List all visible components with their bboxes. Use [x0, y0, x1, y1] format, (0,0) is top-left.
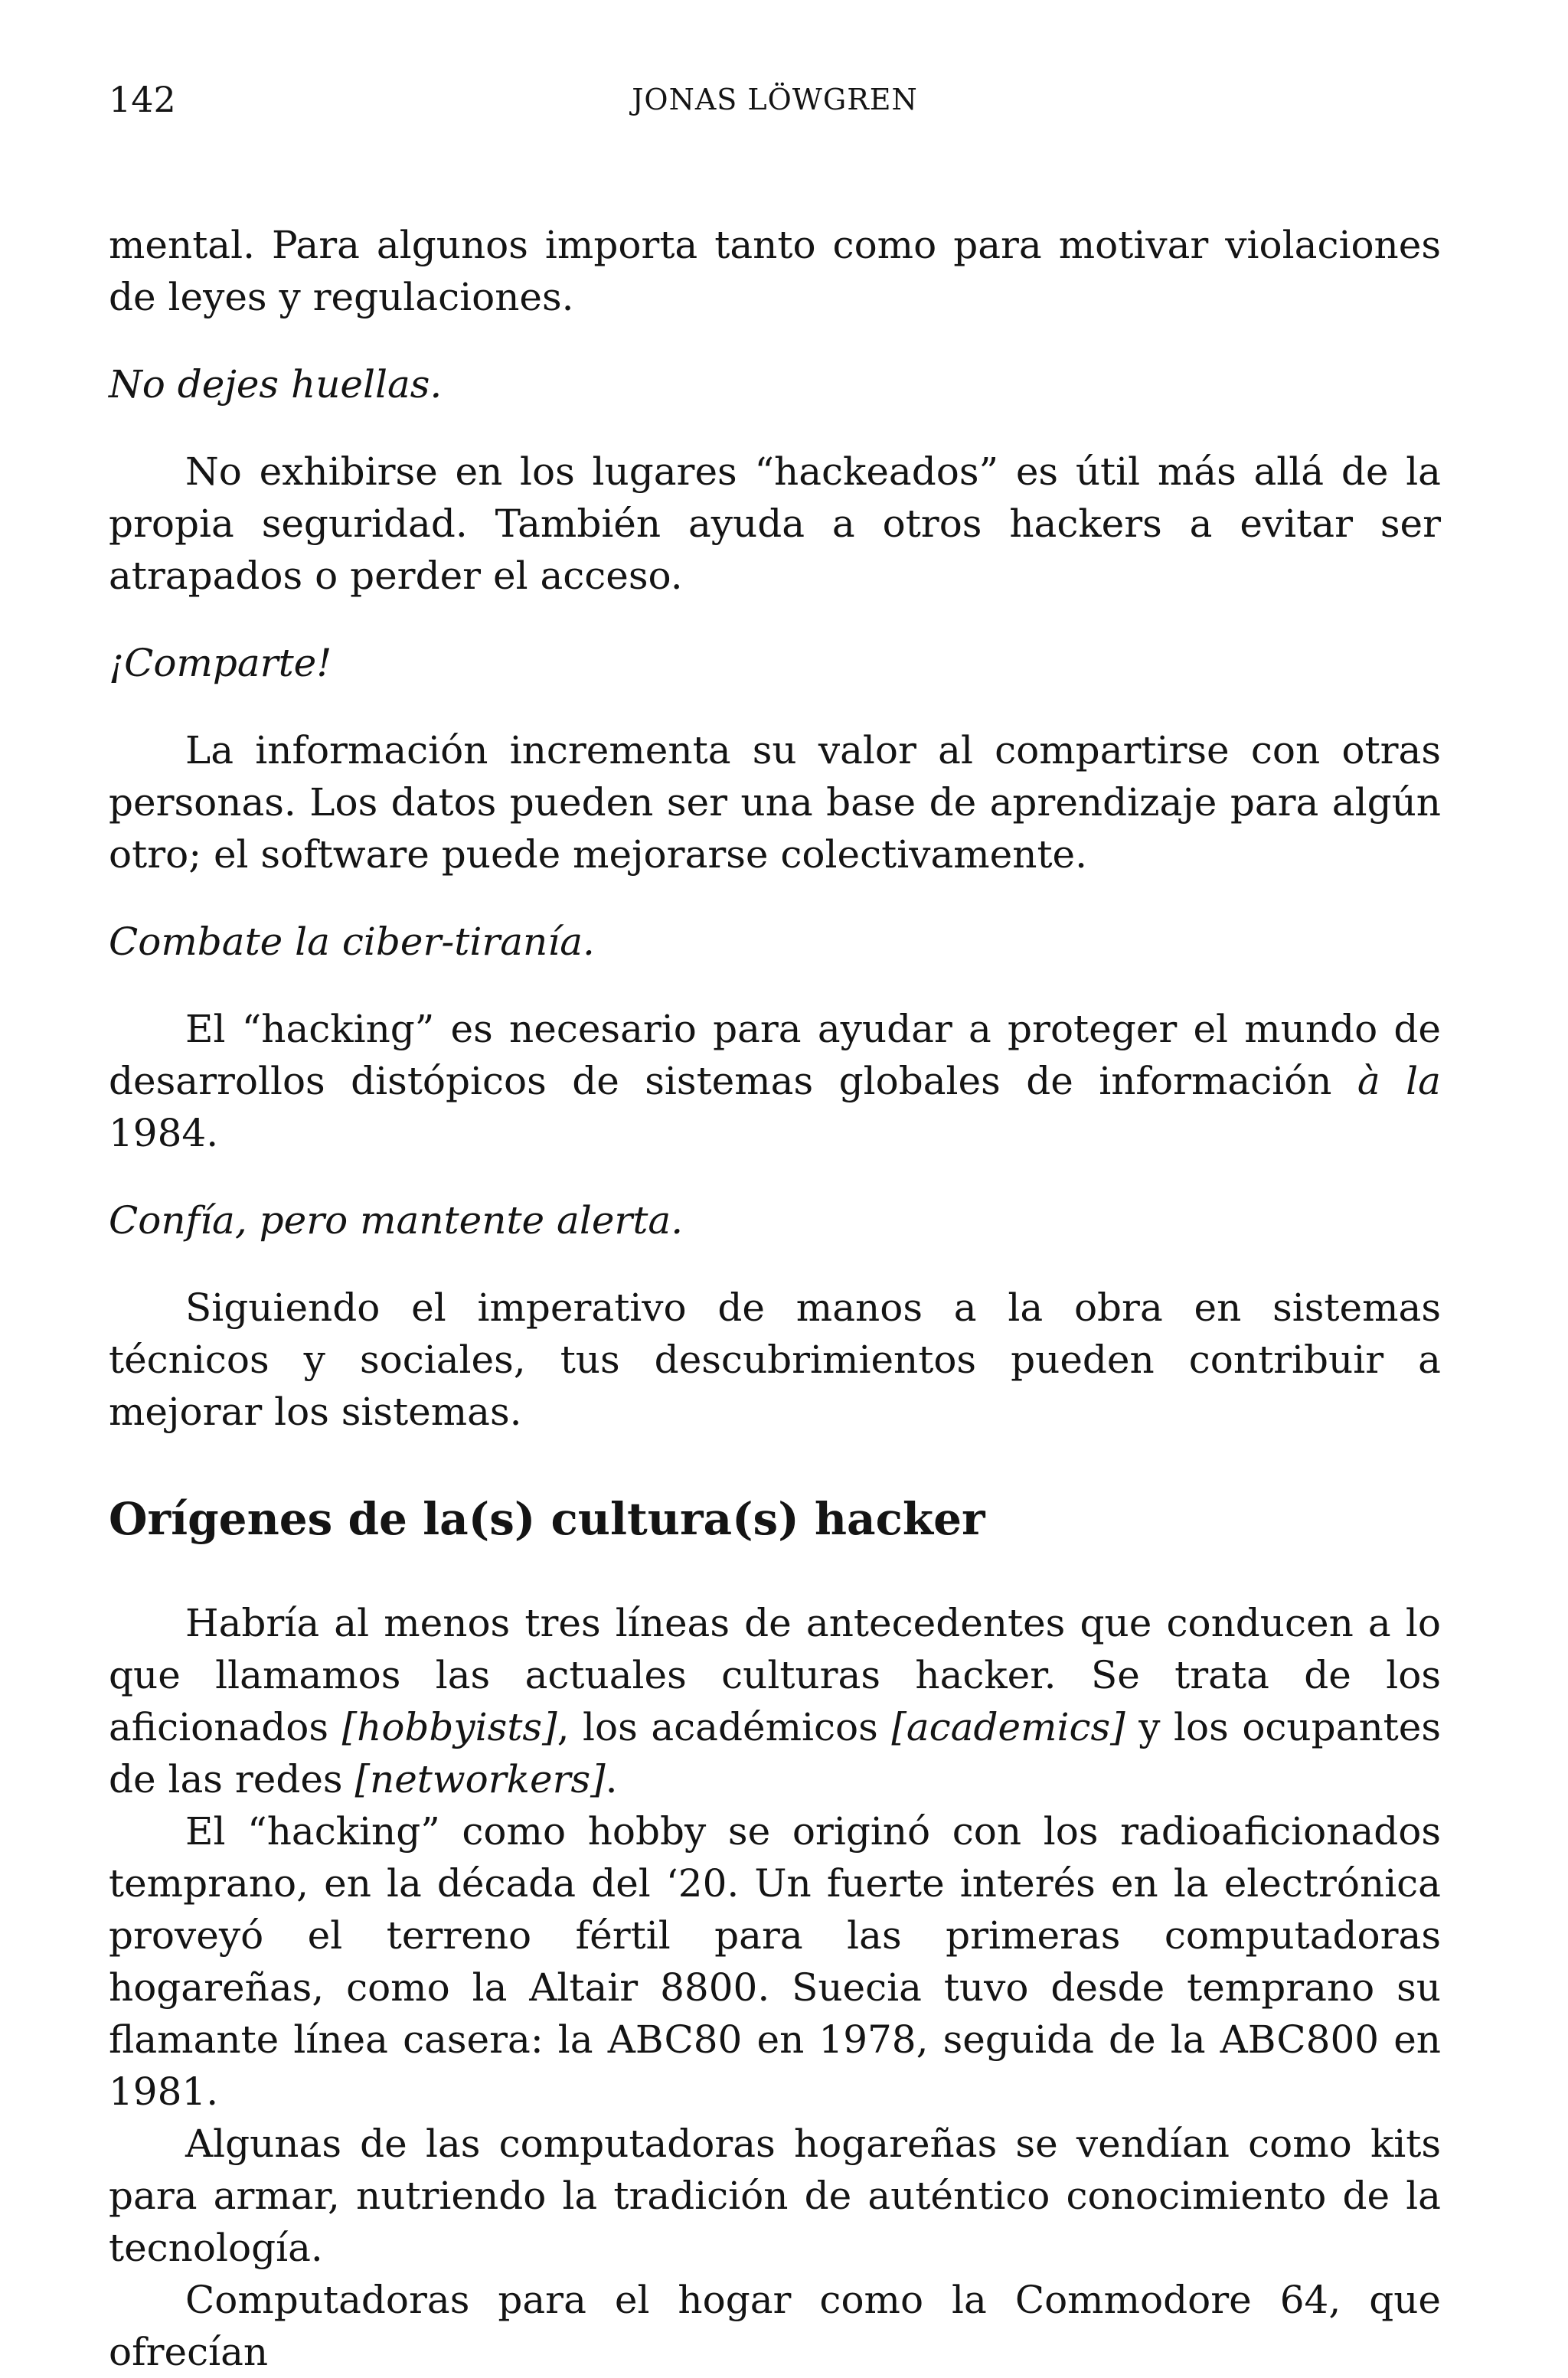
body-text — [109, 219, 1441, 2378]
rule-text-comparte: La información incrementa su valor al compartirse con otras personas. Los datos pueden ser una base de aprendizaje para algún otro; el software puede mejorarse colectivamente. — [109, 728, 1441, 877]
rule-text-ciber-tirania — [109, 1003, 1441, 1159]
paragraph-continuation: mental. Para algunos importa tanto como para motivar violaciones de leyes y regulaciones. — [109, 223, 1441, 319]
italic-term: [academics] — [891, 1705, 1125, 1749]
rule-title-ciber-tirania: Combate la ciber-tiranía. — [109, 920, 595, 964]
page-number: 142 — [109, 79, 176, 120]
italic-term: [networkers] — [354, 1757, 606, 1801]
italic-term: [hobbyists] — [341, 1705, 557, 1749]
text-part: . — [605, 1757, 618, 1801]
section-paragraph: Computadoras para el hogar como la Commodore 64, que ofrecían — [109, 2278, 1441, 2374]
rule-text-part: 1984. — [109, 1111, 219, 1155]
section-paragraph: El “hacking” como hobby se originó con los radioaficionados temprano, en la década del ‘20. Un fuerte interés en la electrónica proveyó el terreno fértil para las primeras computadoras hogareñas, como la Altair 8800. Suecia tuvo desde temprano su flamante línea casera: la ABC80 en 1978, seguida de la ABC800 en 1981. — [109, 1809, 1441, 2114]
rule-text-confia: Siguiendo el imperativo de manos a la obra en sistemas técnicos y sociales, tus descubrimientos pueden contribuir a mejorar los sistemas. — [109, 1285, 1441, 1434]
text-part: y los ocupantes de las redes — [109, 1705, 1441, 1801]
running-header — [109, 77, 1441, 122]
rule-title-confia: Confía, pero mantente alerta. — [109, 1198, 684, 1243]
text-part: , los académicos — [557, 1705, 892, 1749]
rule-title-no-huellas: No dejes huellas. — [109, 362, 443, 407]
rule-text-part: El “hacking” es necesario para ayudar a proteger el mundo de desarrollos distópicos de sistemas globales de información — [109, 1007, 1441, 1103]
section-paragraph: Algunas de las computadoras hogareñas se vendían como kits para armar, nutriendo la tradición de auténtico conocimiento de la tecnología. — [109, 2122, 1441, 2270]
italic-phrase: à la — [1357, 1059, 1441, 1103]
section-heading: Orígenes de la(s) cultura(s) hacker — [109, 1493, 985, 1545]
book-page — [109, 0, 1441, 2374]
text-part: Habría al menos tres líneas de antecedentes que conducen a lo que llamamos las actuales culturas hacker. Se trata de los aficionados — [109, 1601, 1441, 1749]
section-paragraph — [109, 1597, 1441, 1805]
rule-text-no-huellas: No exhibirse en los lugares “hackeados” es útil más allá de la propia seguridad. También ayuda a otros hackers a evitar ser atrapados o perder el acceso. — [109, 449, 1441, 598]
rule-title-comparte: ¡Comparte! — [109, 641, 332, 685]
running-head-author: JONAS LÖWGREN — [632, 83, 918, 116]
